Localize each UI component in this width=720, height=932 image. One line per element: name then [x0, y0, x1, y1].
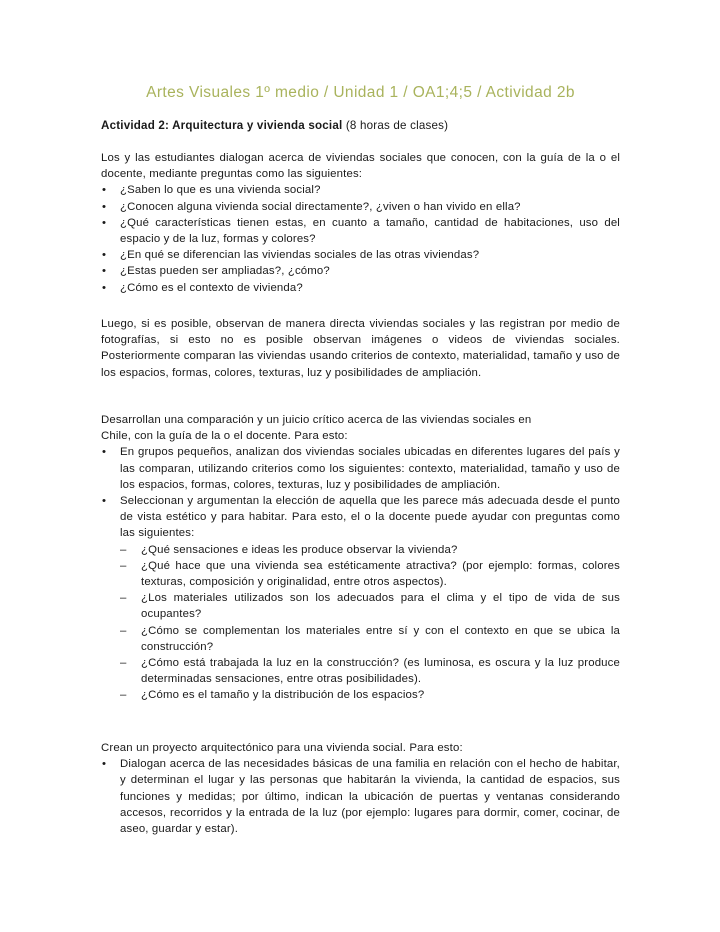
bullet-icon: • [102, 446, 107, 459]
bullet-icon: • [102, 281, 107, 294]
list-item: • ¿Qué características tienen estas, en cuanto a tamaño, cantidad de habitaciones, uso del espacio y de la luz, formas y colores? [102, 216, 620, 246]
list-item: • Dialogan acerca de las necesidades básicas de una familia en relación con el hecho de habitar, y determinan el lugar y las personas que habitarán la vivienda, la cantidad de espacios, sus funciones y medidas; por último, indican la ubicación de puertas y ventanas considerando accesos, recorridos y la entrada de la luz (por ejemplo: lugares para dormir, comer, cocinar, de aseo, guardar y estar). [102, 758, 620, 836]
bullet-icon: • [102, 495, 107, 508]
list-item: • En grupos pequeños, analizan dos viviendas sociales ubicadas en diferentes lugares del país y las comparan, utilizando criterios como los siguientes: contexto, materialidad, tamaño y uso de los espacios, formas, colores, texturas, luz y posibilidades de ampliación. [102, 446, 620, 491]
list-item: – ¿Cómo es el tamaño y la distribución de los espacios? [101, 687, 620, 703]
page-title: Artes Visuales 1º medio / Unidad 1 / OA1;4;5 / Actividad 2b [146, 84, 575, 101]
task-list [101, 444, 620, 541]
list-item: • ¿En qué se diferencian las viviendas sociales de las otras viviendas? [101, 247, 620, 263]
section-comparison [101, 412, 620, 704]
list-item: – ¿Qué hace que una vivienda sea estéticamente atractiva? (por ejemplo: formas, colores texturas, composición y originalidad, entre otros aspectos). [120, 559, 620, 589]
bullet-icon: • [102, 758, 107, 771]
activity-name: Actividad 2: Arquitectura y vivienda social [101, 119, 343, 132]
dash-icon: – [120, 559, 127, 572]
section-intro: Crean un proyecto arquitectónico para una vivienda social. Para esto: [101, 742, 463, 754]
dash-icon: – [120, 592, 127, 605]
task-list [101, 756, 620, 837]
list-item: – ¿Cómo está trabajada la luz en la construcción? (es luminosa, es oscura y la luz produce determinadas sensaciones, entre otras posibilidades). [120, 657, 620, 686]
activity-heading [101, 119, 448, 132]
list-item: • ¿Cómo es el contexto de vivienda? [101, 280, 620, 296]
list-item: – ¿Los materiales utilizados son los adecuados para el clima y el tipo de vida de sus ocupantes? [120, 592, 620, 621]
dash-icon: – [120, 543, 127, 556]
section-dialogue [101, 150, 620, 296]
sub-question-list [101, 542, 620, 704]
bullet-icon: • [102, 265, 107, 278]
paragraph: Luego, si es posible, observan de manera directa viviendas sociales y las registran por medio de fotografías, si esto no es posible observan imágenes o videos de viviendas sociales. Posteriormente comparan las viviendas usando criterios de contexto, materialidad, tamaño y uso de los espacios, formas, colores, texturas, luz y posibilidades de ampliación. [101, 318, 620, 379]
bullet-icon: • [102, 249, 107, 262]
section-intro: Desarrollan una comparación y un juicio crítico acerca de las viviendas sociales en Chile, con la guía de la o el docente. Para esto: [101, 414, 532, 443]
list-item: • ¿Conocen alguna vivienda social directamente?, ¿viven o han vivido en ella? [101, 199, 620, 215]
section-observation [101, 316, 620, 381]
dash-icon: – [120, 689, 127, 702]
list-item: • ¿Estas pueden ser ampliadas?, ¿cómo? [101, 263, 620, 279]
section-intro: Los y las estudiantes dialogan acerca de viviendas sociales que conocen, con la guía de la o el docente, mediante preguntas como las siguientes: [101, 152, 620, 181]
dash-icon: – [120, 624, 127, 637]
list-item: • ¿Saben lo que es una vivienda social? [101, 182, 620, 198]
activity-duration: (8 horas de clases) [342, 119, 449, 132]
list-item: – ¿Qué sensaciones e ideas les produce observar la vivienda? [101, 542, 620, 558]
bullet-icon: • [102, 216, 107, 229]
bullet-icon: • [102, 184, 107, 197]
dash-icon: – [120, 657, 127, 670]
question-list [101, 182, 620, 295]
bullet-icon: • [102, 200, 107, 213]
section-project [101, 740, 620, 837]
list-item: • Seleccionan y argumentan la elección de aquella que les parece más adecuada desde el punto de vista estético y para habitar. Para esto, el o la docente puede ayudar con preguntas como las siguientes: [102, 495, 620, 540]
list-item: – ¿Cómo se complementan los materiales entre sí y con el contexto en que se ubica la construcción? [120, 624, 620, 653]
